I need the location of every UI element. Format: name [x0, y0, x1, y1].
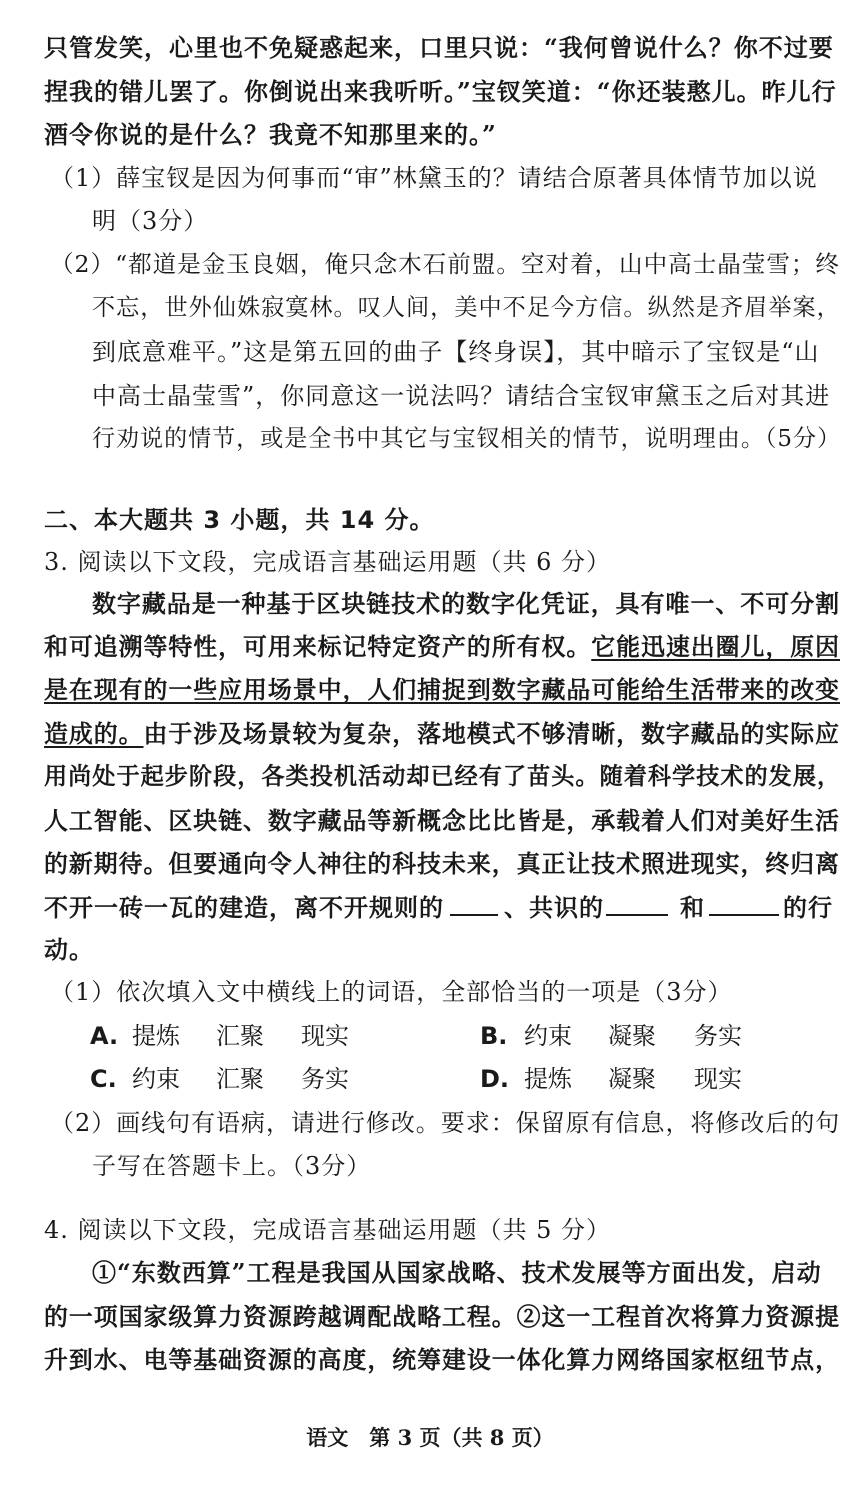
- q3-passage-line-7: 的新期待。但要通向令人神往的科技未来，真正让技术照进现实，终归离: [44, 850, 840, 878]
- question-2-1-line-2: 明（3分）: [92, 207, 209, 235]
- option-c: [90, 1064, 349, 1094]
- q4-passage-line-2: 的一项国家级算力资源跨越调配战略工程。②这一工程首次将算力资源提: [44, 1303, 840, 1331]
- underlined-sentence-part-3: 造成的。: [44, 720, 144, 748]
- option-word: 提炼: [524, 1065, 572, 1093]
- q3-passage-line-6: 人工智能、区块链、数字藏品等新概念比比皆是，承载着人们对美好生活: [44, 807, 840, 835]
- option-word: 现实: [301, 1022, 349, 1050]
- option-letter: A.: [90, 1022, 119, 1050]
- fill-blank-3[interactable]: [709, 892, 779, 916]
- passage-line-1: 只管发笑，心里也不免疑惑起来，口里只说：“我何曾说什么？你不过要: [44, 33, 834, 62]
- option-word: 提炼: [132, 1022, 180, 1050]
- q3-passage-text: 和可追溯等特性，可用来标记特定资产的所有权。: [44, 633, 592, 661]
- question-2-1-line-1: （1）薛宝钗是因为何事而“审”林黛玉的？请结合原著具体情节加以说: [50, 164, 818, 192]
- q4-passage-line-1: ①“东数西算”工程是我国从国家战略、技术发展等方面出发，启动: [92, 1258, 822, 1287]
- option-word: 凝聚: [608, 1022, 656, 1050]
- question-3-title: 3. 阅读以下文段，完成语言基础运用题（共 6 分）: [44, 548, 612, 576]
- q3-passage-text: 由于涉及场景较为复杂，落地模式不够清晰，数字藏品的实际应: [143, 720, 840, 748]
- question-3-2-line-1: （2）画线句有语病，请进行修改。要求：保留原有信息，将修改后的句: [50, 1109, 841, 1137]
- q3-passage-line-9: 动。: [44, 935, 94, 964]
- q3-passage-line-2: [44, 632, 840, 662]
- question-2-2-line-4: 中高士晶莹雪”，你同意这一说法吗？请结合宝钗审黛玉之后对其进: [92, 382, 831, 410]
- option-letter: C.: [90, 1065, 117, 1093]
- question-2-2-line-2: 不忘，世外仙姝寂寞林。叹人间，美中不足今方信。纵然是齐眉举案，: [92, 295, 841, 321]
- q3-passage-line-1: 数字藏品是一种基于区块链技术的数字化凭证，具有唯一、不可分割: [92, 590, 841, 618]
- fill-blank-1[interactable]: [450, 892, 498, 916]
- option-letter: D.: [480, 1065, 510, 1093]
- passage-line-3: 酒令你说的是什么？我竟不知那里来的。”: [44, 120, 497, 149]
- q3-passage-line-5: 用尚处于起步阶段，各类投机活动却已经有了苗头。随着科学技术的发展，: [44, 763, 842, 790]
- option-d: [480, 1064, 742, 1094]
- q3-passage-text: 和: [680, 893, 705, 922]
- option-word: 务实: [694, 1022, 742, 1050]
- question-4-title: 4. 阅读以下文段，完成语言基础运用题（共 5 分）: [44, 1216, 612, 1244]
- underlined-sentence-part-2: 是在现有的一些应用场景中，人们捕捉到数字藏品可能给生活带来的改变: [44, 676, 840, 704]
- fill-blank-2[interactable]: [606, 892, 668, 916]
- passage-line-2: 捏我的错儿罢了。你倒说出来我听听。”宝钗笑道：“你还装憨儿。昨儿行: [44, 77, 837, 106]
- page-footer: 语文 第 3 页（共 8 页）: [306, 1425, 554, 1450]
- question-3-2-line-2: 子写在答题卡上。（3分）: [92, 1152, 372, 1180]
- q3-passage-text: 的行: [783, 893, 833, 922]
- question-3-1: （1）依次填入文中横线上的词语，全部恰当的一项是（3分）: [50, 978, 733, 1006]
- q4-passage-line-3: 升到水、电等基础资源的高度，统筹建设一体化算力网络国家枢纽节点，: [44, 1346, 840, 1374]
- option-a: [90, 1021, 349, 1051]
- question-2-2-line-5: 行劝说的情节，或是全书中其它与宝钗相关的情节，说明理由。（5分）: [92, 426, 842, 452]
- option-b: [480, 1021, 742, 1051]
- q3-passage-text: 不开一砖一瓦的建造，离不开规则的: [44, 893, 444, 922]
- question-2-2-line-3: 到底意难平。”这是第五回的曲子【终身误】，其中暗示了宝钗是“山: [92, 338, 820, 366]
- option-letter: B.: [480, 1022, 508, 1050]
- option-word: 约束: [524, 1022, 572, 1050]
- underlined-sentence-part-1: 它能迅速出圈儿，原因: [591, 633, 840, 661]
- q3-passage-line-4: [44, 719, 840, 749]
- q3-passage-text: 、共识的: [504, 893, 604, 922]
- option-word: 凝聚: [608, 1065, 656, 1093]
- option-word: 务实: [301, 1065, 349, 1093]
- option-word: 汇聚: [216, 1022, 264, 1050]
- q3-passage-line-8: [44, 892, 833, 923]
- question-2-2-line-1: （2）“都道是金玉良姻，俺只念木石前盟。空对着，山中高士晶莹雪；终: [50, 250, 840, 278]
- section-2-heading: 二、本大题共 3 小题，共 14 分。: [44, 506, 435, 534]
- option-word: 汇聚: [216, 1065, 264, 1093]
- option-word: 现实: [694, 1065, 742, 1093]
- option-word: 约束: [132, 1065, 180, 1093]
